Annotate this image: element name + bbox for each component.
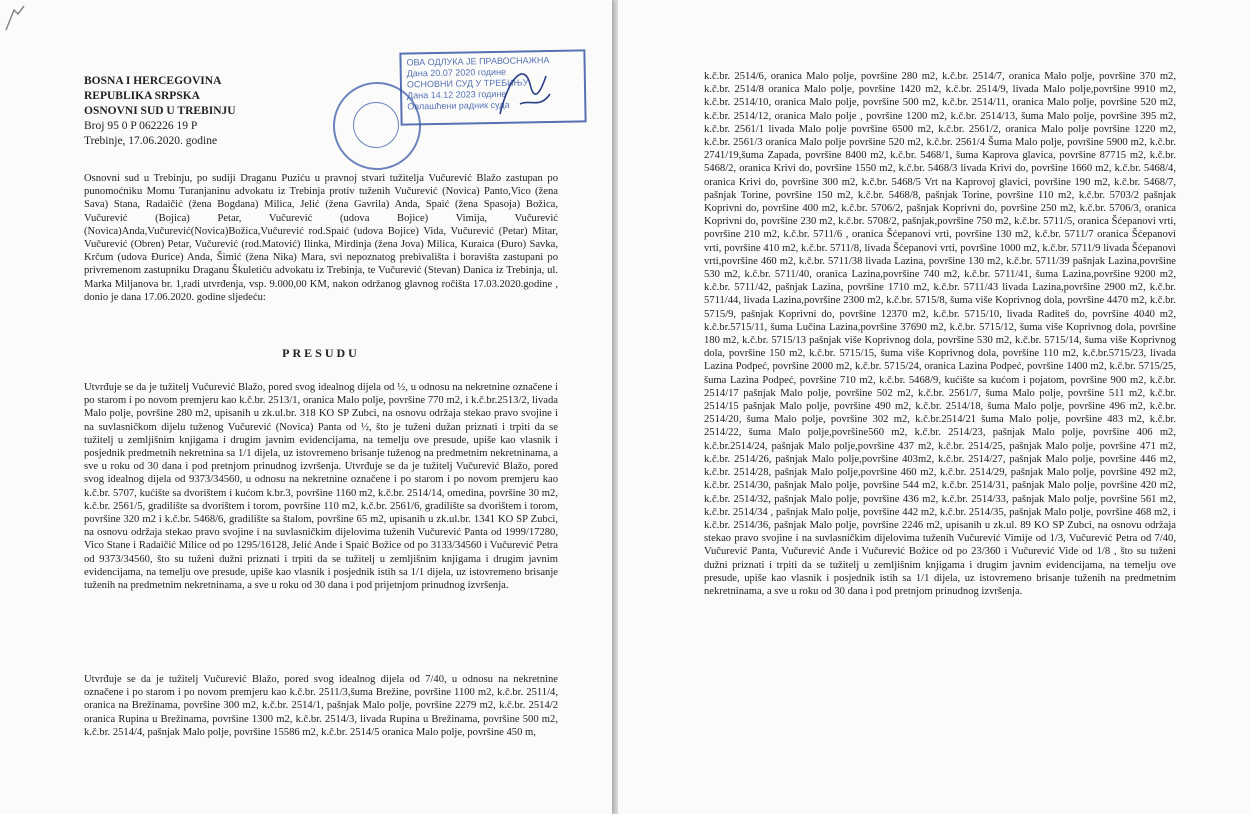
verdict-title: PRESUDU bbox=[282, 346, 360, 360]
header-court: OSNOVNI SUD U TREBINJU bbox=[84, 105, 236, 117]
header-entity: REPUBLIKA SRPSKA bbox=[84, 90, 200, 102]
intro-paragraph: Osnovni sud u Trebinju, po sudiji Draganu Puziću u pravnoj stvari tužitelja Vučurević Blažo zastupan po punomoćniku Momu Turanjaninu advokatu iz Trebinja protiv tuženih Vučurević (Novica) Panto,Vico (žena Sava) Stana, Radaičić (žena Bogdana) Milica, Jelić (žena Gavrila) Anda, Spaić (žena Spasoja) Božica, Vučurević (Bojica) Petar, Vučurević (udova Bojice) Vimija, Vučurević (Novica)Anda,Vučurević(Novica)Božica,Vučurević rod.Spaić (udova Bojice) Vida, Vučurević (Petar) Mitar, Vučurević (Obren) Petar, Vučurević (rod.Matović) Ilinka, Mirdinja (žena Jova) Milica, Kuraica (Đuro) Savka, Krčum (udova Đurice) Anda, Šimić (žena Nika) Mara, svi nepoznatog prebivališta i boravišta zastupani po privremenom zastupniku Draganu Škuletiću advokatu iz Trebinja, te Vučurević (Stevan) Danica iz Trebinja, ul. Marka Miljanova br. 1,radi utvrđenja, vsp. 9.000,00 KM, nakon održanog glavnog ročišta 17.03.2020.godine , donio je dana 17.06.2020. godine sljedeću: bbox=[84, 173, 558, 303]
court-header bbox=[84, 74, 236, 149]
header-country: BOSNA I HERCEGOVINA bbox=[84, 75, 222, 87]
verdict-paragraph-1: Utvrđuje se da je tužitelj Vučurević Blažo, pored svog idealnog dijela od ½, u odnosu na nekretnine označene i po starom i po novom premjeru kao k.č.br. 2513/1, oranica Malo polje, površine 770 m2, i k.č.br.2513/2, livada Malo polje, površine 280 m2, upisanih u zk.ul.br. 318 KO SP Zubci, na osnovu održaja stekao pravo svojine i na suvlasničkom dijelu tuženog Vučurević (Novica) Panta od ½, što je tuženi dužan priznati i trpiti da se tužitelj u zemljišnim knjigama i drugim javnim evidencijama, na temelju ove presude, upiše kao vlasnik i posjednik predmetnih nekretnina sa 1/1 dijela, uz istovremeno brisanje tuženog na predmetnim nekretninama, a sve u roku od 30 dana i pod pretnjom prinudnog izvršenja. Utvrđuje se da je tužitelj Vučurević Blažo, pored svog idealnog dijela od 9373/34560, u odnosu na nekretnine označene i po starom i po novom premjeru kao k.č.br. 5707, kućište sa dvorištem i kućom k.br.3, površine 1160 m2, k.č.br. 2514/14, omedina, površine 30 m2, k.č.br. 2561/5, gradilište sa dvorištem i torom, površine 110 m2, k.č.br. 2561/6, gradilište sa dvorištem i torom, površine 320 m2 i k.č.br. 5468/6, gradilište sa štalom, površine 65 m2, upisanih u zk.ul.br. 1341 KO SP Zubci, na osnovu održaja stekao pravo svojine i na suvlasničkim dijelovima tuženih Vučurević Panta od 1999/17280, Vico Stane i Radaičić Milice od po 1295/16128, Jelić Ande i Spaić Božice od po 3133/34560 i Vučurević Petra od 9373/34560, što su tuženi dužni priznati i trpiti da se tužitelj u zemljišnim knjigama i drugim javnim evidencijama, na temelju ove presude, upiše kao vlasnik i posjednik istih sa 1/1 dijela, uz istovremeno brisanje tuženih na predmetnim nekretninama, a sve u roku od 30 dana i pod prijetnjom prinudnog izvršenja. bbox=[84, 382, 558, 592]
header-case-number: Broj 95 0 P 062226 19 P bbox=[84, 120, 198, 132]
header-date: Trebinje, 17.06.2020. godine bbox=[84, 135, 218, 147]
stamp-line-3: ОСНОВНИ СУД У ТРЕБИЊУ bbox=[406, 77, 529, 90]
stamp-line-2: Дана 20.07 2020 године bbox=[406, 66, 507, 79]
left-page bbox=[0, 0, 612, 814]
folded-corner-mark bbox=[2, 4, 32, 34]
stamp-line-4: Дана 14.12 2023 године bbox=[407, 88, 507, 101]
right-page-paragraph: k.č.br. 2514/6, oranica Malo polje, površine 280 m2, k.č.br. 2514/7, oranica Malo polje, površine 370 m2, k.č.br. 2514/8 oranica Malo polje, površine 1420 m2, k.č.br. 2514/9, livada Malo polje,površine 9910 m2, k.č.br. 2514/10, oranica Malo polje, površine 500 m2, k.č.br. 2514/11, oranica Malo polje, površine 520 m2, k.č.br. 2514/12, oranica Malo polje , površine 1200 m2, k.č.br. 2514/13, šuma Malo polje, površine 395 m2, k.č.br. 2561/1 livada Malo polje površine 6500 m2, k.č.br. 2561/2, oranica Malo polje površine 1220 m2, k.č.br. 2561/3 oranica Malo polje površine 520 m2, k.č.br. 2561/4 Šuma Malo polje, površine 5900 m2, k.č.br. 2741/19,šuma Zapada, površine 8400 m2, k.č.br. 5468/1, šuma Kaprova glavica, površine 87715 m2, k.č.br. 5468/2, oranica Krivi do, površine 1550 m2, k.č.br. 5468/3 livada Krivi do, površine 1660 m2, k.č.br. 5468/4, oranica Krivi do, površine 300 m2, k.č.br. 5468/5 Vrt na Kaprovoj glavici, površine 190 m2, k.č.br. 5468/7, pašnjak Torine, površine 150 m2, k.č.br. 5468/8, pašnjak Torine, površine 110 m2, k.č.br. 5703/2 pašnjak Koprivni do, površine 400 m2, k.č.br. 5706/2, pašnjak Koprivni do, površine 250 m2, k.č.br. 5706/3, oranica Koprivni do, površine 230 m2, k.č.br. 5708/2, pašnjak,površine 750 m2, k.č.br. 5711/5, oranica Šćepanovi vrti, površine 210 m2, k.č.br. 5711/6 , oranica Šćepanovi vrti, površine 130 m2, k.č.br. 5711/7 oranica Šćepanovi vrti, površine 410 m2, k.č.br. 5711/8, livada Šćepanovi vrti, površine 1000 m2, k.č.br. 5711/9 livada Šćepanovi vrti,površine 460 m2, k.č.br. 5711/38 livada Lazina, površine 130 m2, k.č.br. 5711/39 pašnjak Lazina,površine 530 m2, k.č.br. 5711/40, oranica Lazina,površine 740 m2, k.č.br. 5711/41, šuma Lazina,površine 9200 m2, k.č.br. 5711/42, pašnjak Lazina, površine 1710 m2, k.č.br. 5711/43 livada Lazina,površine 2900 m2, k.č.br. 5711/44, livada Lazina,površine 2300 m2, k.č.br. 5715/8, šuma više Koprivnog dola, površine 4470 m2, k.č.br. 5715/9, pašnjak Koprivni do, površine 12370 m2, k.č.br. 5715/10, livada Raditeš do, površine 4040 m2, k.č.br.5715/11, šuma Lučina Lazina,površine 37690 m2, k.č.br. 5715/12, šuma više Koprivnog dola, površine 180 m2, k.č.br. 5715/13 pašnjak više Koprivnog dola, površine 530 m2, k.č.br. 5715/14, šuma više Koprivnog dola, površine 150 m2, k.č.br. 5715/15, šuma više Koprivnog dola, površine 110 m2, k.č.br.5715/23, livada Lazina Podpeć, površine 2000 m2, k.č.br. 5715/24, oranica Lazina Podpeć, površine 1400 m2, k.č.br. 5715/25, šuma Lazina Podpeć, površine 710 m2, k.č.br. 5468/9, kućište sa kućom i pojatom, površine 900 m2, k.č.br. 2514/17 pašnjak Malo polje, površine 502 m2, k.č.br. 2561/7, šuma Malo polje, površine 511 m2, k.č.br. 2514/15 pašnjak Malo polje, površine 490 m2, k.č.br. 2514/18, šuma Malo polje, površine 496 m2, k.č.br. 2514/20, šuma Malo polje, površine 302 m2, k.č.br.2514/21 šuma Malo polje, površine 483 m2, k.č.br. 2514/22, šuma Malo polje,površine560 m2, k.č.br. 2514/23, pašnjak Malo polje, površine 406 m2, k.č.br.2514/24, pašnjak Malo polje,površine 437 m2, k.č.br. 2514/25, pašnjak Malo polje, površine 471 m2, k.č.br. 2514/26, pašnjak Malo polje,površine 403m2, k.č.br. 2514/27, pašnjak Malo polje, površine 446 m2, k.č.br. 2514/28, pašnjak Malo polje,površine 460 m2, k.č.br. 2514/29, pašnjak Malo polje, površine 492 m2, k.č.br. 2514/30, pašnjak Malo polje, površine 544 m2, k.č.br. 2514/31, pašnjak Malo polje, površine 420 m2, k.č.br. 2514/32, pašnjak Malo polje, površine 436 m2, k.č.br. 2514/33, pašnjak Malo polje, površine 561 m2, k.č.br. 2514/34 , pašnjak Malo polje, površine 442 m2, k.č.br. 2514/35, pašnjak Malo polje, površine 468 m2, i k.č.br. 2514/36, pašnjak Malo polje, površine 2246 m2, upisanih u zk.ul. 89 KO SP Zubci, na osnovu održaja stekao pravo svojine i na suvlasničkim dijelovima tuženih Vučurević Vimije od 1/3, Vučurević Petra od 7/40, Vučurević Panta, Vučurević Anđe i Vučurević Božice od po 23/360 i Vučurević Vide od 1/8 , što su tuženi dužni priznati i trpiti da se tužitelj u zemljišnim knjigama i drugim javnim evidencijama, na temelju ove presude, upiše kao vlasnik i posjednik istih sa 1/1 dijela, uz istovremeno brisanje tuženih na predmetnim nekretninama, a sve u roku od 30 dana i pod pretnjom prinudnog izvršenja. bbox=[704, 71, 1176, 597]
stamp-line-5: Овлашћени радник суда bbox=[407, 99, 510, 112]
handwritten-signature bbox=[480, 54, 560, 124]
verdict-paragraph-2: Utvrđuje se da je tužitelj Vučurević Blažo, pored svog idealnog dijela od 7/40, u odnosu na nekretnine označene i po starom i po novom premjeru kao k.č.br. 2511/3,šuma Brežine, površine 1100 m2, k.č.br. 2511/4, oranica na Brežinama, površine 300 m2, k.č.br. 2514/1, pašnjak Malo polje, površine 2279 m2, k.č.br. 2514/2 oranica Rupina u Brežinama, površine 1300 m2, k.č.br. 2514/3, livada Rupina u Brežinama, površine 500 m2, k.č.br. 2514/4, pašnjak Malo polje, površine 15586 m2, k.č.br. 2514/5 oranica Malo polje, površine 450 m, bbox=[84, 674, 558, 738]
stamp-line-1: ОВА ОДЛУКА ЈЕ ПРАВОСНАЖНА bbox=[406, 55, 550, 68]
